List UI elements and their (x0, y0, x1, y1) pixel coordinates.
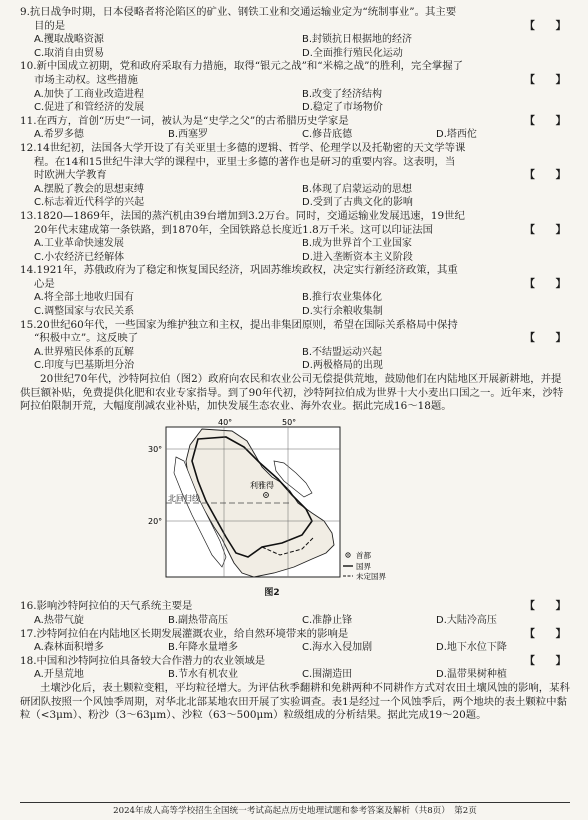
answer-option[interactable]: A.将全部土地收归国有 (34, 292, 134, 304)
question-stem-line (20, 600, 570, 614)
option-group (20, 183, 570, 210)
question-stem-line (20, 6, 570, 20)
answer-option[interactable]: D.稳定了市场物价 (302, 102, 383, 114)
answer-option[interactable]: A.热带气旋 (34, 615, 84, 626)
answer-option[interactable]: D.大陆冷高压 (436, 615, 497, 626)
answer-option[interactable]: A.攫取战略资源 (34, 34, 104, 46)
exam-page (20, 6, 570, 723)
saudi-map-svg (148, 417, 386, 587)
passage-soil: 土壤沙化后，表土颗粒变粗，平均粒径增大。为评估秋季翻耕和免耕两种不同耕作方式对农田土壤风蚀的影响，某科研团队按照一个风蚀季周期，对华北北部某地农田开展了实验调查。表1是经过一个风蚀季后，两个地块的表土颗粒中黏粒（<3μm）、粉沙（3～63μm）、沙粒（63～500μm）粒级组成的分析结果。据此完成19～20题。 (20, 681, 570, 722)
answer-option[interactable]: B.封锁抗日根据地的经济 (302, 34, 413, 46)
question-stem-line (20, 169, 570, 183)
question-stem-line (20, 264, 570, 278)
question-stem-line (20, 210, 570, 224)
option-group (20, 641, 570, 655)
question-stem-text: 9.抗日战争时期，日本侵略者将沦陷区的矿业、钢铁工业和交通运输业定为“统制事业”。其主要 (20, 6, 457, 18)
answer-bracket[interactable]: 【 】 (524, 223, 566, 236)
question-stem-text: 16.影响沙特阿拉伯的天气系统主要是 (20, 600, 193, 613)
question-stem-line (20, 156, 570, 170)
question-stem-line (20, 115, 570, 129)
answer-bracket[interactable]: 【 】 (524, 19, 566, 32)
answer-option[interactable]: B.西塞罗 (168, 129, 209, 141)
answer-bracket[interactable]: 【 】 (524, 332, 566, 345)
capital-riyadh-dot (265, 494, 267, 496)
question-item (20, 6, 570, 60)
question-stem-line (20, 74, 570, 88)
answer-bracket[interactable]: 【 】 (524, 600, 566, 613)
answer-option[interactable]: C.印度与巴基斯坦分治 (34, 360, 135, 372)
question-stem-line (20, 278, 570, 292)
answer-option[interactable]: C.准静止锋 (302, 615, 353, 626)
answer-option[interactable]: B.节水有机农业 (168, 669, 239, 681)
option-group (20, 88, 570, 115)
answer-option[interactable]: D.全面推行殖民化运动 (302, 47, 403, 59)
question-stem-text: 13.1820—1869年，法国的蒸汽机由39台增加到3.2万台。同时，交通运输业发展迅速，19世纪 (20, 209, 465, 222)
legend-capital-dot (347, 554, 348, 555)
answer-option[interactable]: D.塔西佗 (436, 129, 477, 141)
question-stem-text: 17.沙特阿拉伯在内陆地区长期发展灌溉农业，给自然环境带来的影响是 (20, 627, 349, 640)
answer-option[interactable]: A.加快了工商业改造进程 (34, 88, 144, 100)
answer-bracket[interactable]: 【 】 (524, 627, 566, 640)
page-footer: 2024年成人高等学校招生全国统一考试高起点历史地理试题和参考答案及解析（共8页） 第2页 (20, 802, 570, 817)
answer-option[interactable]: C.标志着近代科学的兴起 (34, 197, 145, 209)
answer-bracket[interactable]: 【 】 (524, 114, 566, 127)
answer-bracket[interactable]: 【 】 (524, 654, 566, 667)
question-stem-text: 程。在14和15世纪牛津大学的课程中，亚里士多德的著作也是研习的重要内容。这表明，当 (34, 155, 456, 168)
question-item (20, 60, 570, 114)
question-item (20, 655, 570, 682)
answer-option[interactable]: D.受到了古典文化的影响 (302, 197, 413, 209)
answer-bracket[interactable]: 【 】 (524, 277, 566, 290)
answer-option[interactable]: C.小农经济已经解体 (34, 251, 125, 263)
answer-option[interactable]: C.促进了和管经济的发展 (34, 102, 145, 114)
option-group (20, 237, 570, 264)
answer-option[interactable]: D.两极格局的出现 (302, 360, 383, 372)
answer-option[interactable]: B.年降水量增多 (168, 642, 239, 654)
option-group (20, 346, 570, 373)
answer-option[interactable]: B.改变了经济结构 (302, 88, 383, 100)
map-caption: 图2 (264, 587, 280, 598)
question-item (20, 142, 570, 210)
lon-label-40: 40° (218, 417, 233, 427)
legend-capital-label: 首都 (356, 550, 371, 560)
passage-saudi: 20世纪70年代，沙特阿拉伯（图2）政府向农民和农业公司无偿提供荒地，鼓励他们在内陆地区开展新耕地，并提供巨额补贴，免费提供化肥和农业专家指导。到了90年代初，沙特阿拉伯成为世界十大小麦出口国之一。近年来，沙特阿拉伯限制开荒，大幅度削减农业补贴，加快发展生态农业、海外农业。据此完成16～18题。 (20, 373, 564, 413)
question-stem-text: 12.14世纪初，法国各大学开设了有关亚里士多德的逻辑、哲学、伦理学以及托勒密的天文学等课 (20, 141, 466, 154)
question-item (20, 319, 570, 373)
question-stem-text: 14.1921年，苏俄政府为了稳定和恢复国民经济，巩固苏维埃政权，决定实行新经济政策，其重 (20, 264, 458, 277)
legend-undefined-border-label: 未定国界 (356, 571, 386, 581)
question-stem-line (20, 655, 570, 669)
capital-label: 利雅得 (250, 480, 274, 490)
lon-label-50: 50° (282, 417, 297, 427)
question-stem-text: 市场主动权。这些措施 (34, 73, 138, 86)
question-stem-line (20, 60, 570, 74)
answer-option[interactable]: C.围湖造田 (302, 669, 353, 681)
question-item (20, 628, 570, 655)
answer-bracket[interactable]: 【 】 (524, 73, 566, 86)
answer-option[interactable]: A.世界殖民体系的瓦解 (34, 346, 134, 358)
option-group (20, 33, 570, 60)
answer-option[interactable]: A.摆脱了教会的思想束缚 (34, 183, 144, 195)
question-stem-text: 10.新中国成立初期，党和政府采取有力措施，取得“银元之战”和“米棉之战”的胜利，完全掌握了 (20, 60, 464, 73)
answer-option[interactable]: C.调整国家与农民关系 (34, 306, 135, 318)
question-item (20, 115, 570, 142)
answer-option[interactable]: C.海水入侵加剧 (302, 642, 373, 654)
saudi-map (148, 417, 386, 587)
answer-option[interactable]: A.开垦荒地 (34, 669, 84, 681)
question-stem-text: 心是 (34, 277, 55, 290)
question-stem-text: 20年代末建成第一条铁路，到1870年，全国铁路总长度近1.8万千米。这可以印证法国 (34, 223, 434, 236)
answer-option[interactable]: A.工业革命快速发展 (34, 238, 124, 250)
question-stem-text: 18.中国和沙特阿拉伯具备较大合作潜力的农业领域是 (20, 654, 266, 667)
tropic-label: 北回归线 (168, 493, 200, 503)
legend-border-label: 国界 (356, 561, 371, 571)
question-stem-text: 目的是 (34, 19, 66, 32)
answer-option[interactable]: B.副热带高压 (168, 615, 229, 626)
question-item (20, 264, 570, 318)
question-stem-line (20, 20, 570, 34)
answer-option[interactable]: A.森林面积增多 (34, 642, 104, 654)
question-list-geo (20, 600, 570, 682)
answer-option[interactable]: B.不结盟运动兴起 (302, 346, 383, 358)
answer-option[interactable]: B.成为世界首个工业国家 (302, 238, 413, 250)
answer-option[interactable]: B.推行农业集体化 (302, 292, 383, 304)
question-stem-line (20, 628, 570, 642)
lat-label-30: 30° (148, 444, 163, 454)
answer-bracket[interactable]: 【 】 (524, 169, 566, 182)
question-stem-text: 时欧洲大学教育 (34, 169, 107, 182)
question-stem-text: “积极中立”。这反映了 (34, 332, 139, 345)
lat-label-20: 20° (148, 516, 163, 526)
option-group (20, 291, 570, 318)
question-stem-line (20, 224, 570, 238)
answer-option[interactable]: A.希罗多德 (34, 129, 84, 141)
answer-option[interactable]: D.实行余粮收集制 (302, 306, 383, 318)
question-list (20, 6, 570, 373)
question-stem-line (20, 332, 570, 346)
question-item (20, 210, 570, 264)
question-stem-line (20, 142, 570, 156)
option-group (20, 614, 570, 628)
question-stem-text: 11.在西方，首创“历史”一词，被认为是“史学之父”的古希腊历史学家是 (20, 114, 349, 127)
option-group (20, 668, 570, 682)
answer-option[interactable]: C.取消自由贸易 (34, 47, 105, 59)
answer-option[interactable]: B.体现了启蒙运动的思想 (302, 183, 413, 195)
answer-option[interactable]: C.修昔底德 (302, 129, 353, 141)
answer-option[interactable]: D.地下水位下降 (436, 642, 507, 654)
question-item (20, 600, 570, 627)
answer-option[interactable]: D.进入垄断资本主义阶段 (302, 251, 413, 263)
answer-option[interactable]: D.温带果树种植 (436, 669, 507, 681)
question-stem-line (20, 319, 570, 333)
question-stem-text: 15.20世纪60年代，一些国家为维护独立和主权，提出非集团原则，希望在国际关系格局中保持 (20, 318, 458, 331)
option-group (20, 128, 570, 142)
